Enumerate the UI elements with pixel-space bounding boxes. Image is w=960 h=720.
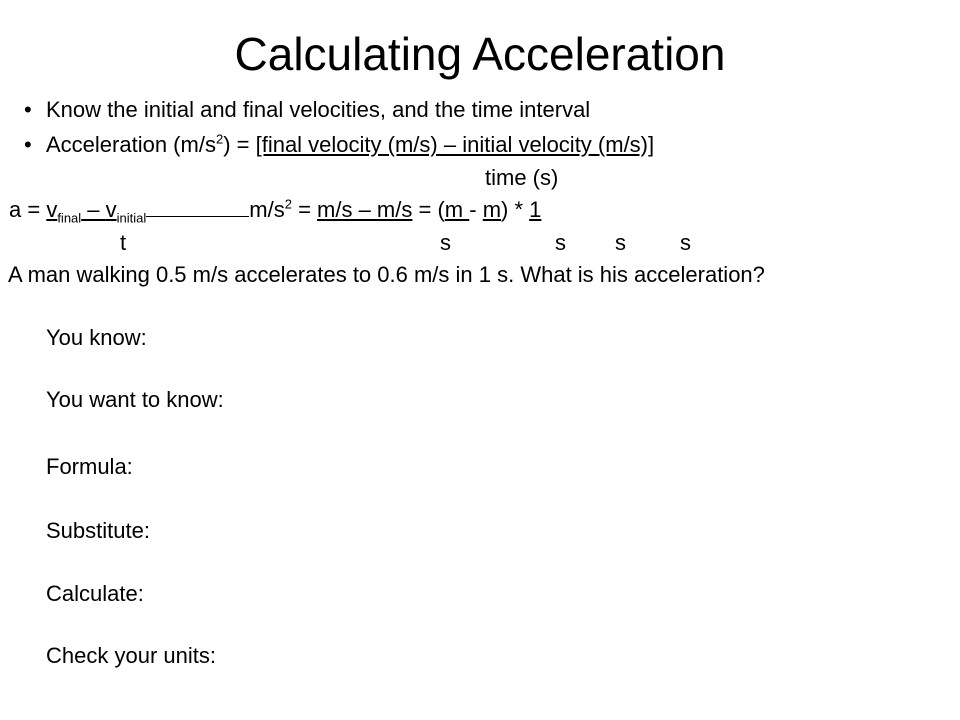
acceleration-label: Acceleration (m/s: [46, 132, 216, 157]
formula-tail: ) *: [501, 197, 530, 222]
denominator-s-2: s: [555, 230, 566, 255]
fraction-bar: [146, 198, 249, 217]
step-you-want-to-know: You want to know:: [46, 387, 224, 412]
formula-m2: m: [482, 197, 502, 222]
formula-ms-ms: m/s – m/s: [317, 197, 413, 222]
denominator-s-3: s: [615, 230, 626, 255]
subscript-final: final: [57, 210, 82, 226]
formula-v-final: v: [46, 197, 58, 222]
formula-a-equals: a =: [9, 197, 47, 222]
formula-units-ms: m/s: [249, 197, 285, 222]
step-check-units: Check your units:: [46, 643, 216, 668]
squared-superscript: 2: [215, 131, 224, 147]
formula-units-sup: 2: [284, 196, 292, 212]
formula-minus: –: [81, 197, 106, 222]
denominator-t: t: [120, 230, 127, 255]
problem-statement: A man walking 0.5 m/s accelerates to 0.6 m/s in 1 s. What is his acceleration?: [8, 262, 765, 287]
formula-one: 1: [529, 197, 542, 222]
step-formula: Formula:: [46, 454, 133, 479]
equals-text: ) =: [223, 132, 256, 157]
bullet-item-2: [46, 130, 654, 160]
formula-dash: -: [469, 197, 483, 222]
formula-equals-2: = (: [412, 197, 445, 222]
denominator-s-1: s: [440, 230, 451, 255]
step-substitute: Substitute:: [46, 518, 150, 543]
bullet-symbol: •: [24, 132, 32, 157]
formula-line: [9, 195, 541, 225]
denominator-s-4: s: [680, 230, 691, 255]
bullet-symbol: •: [24, 97, 32, 122]
formula-equals-1: =: [291, 197, 318, 222]
subscript-initial: initial: [116, 210, 147, 226]
step-you-know: You know:: [46, 325, 147, 350]
step-calculate: Calculate:: [46, 581, 144, 606]
formula-v-initial: v: [105, 197, 117, 222]
bullet-item-1: Know the initial and final velocities, and the time interval: [46, 97, 591, 122]
slide-title: Calculating Acceleration: [234, 28, 726, 80]
time-denominator: time (s): [485, 165, 559, 190]
formula-m1: m: [444, 197, 470, 222]
velocity-numerator: [final velocity (m/s) – initial velocity (m/s)]: [255, 132, 655, 157]
